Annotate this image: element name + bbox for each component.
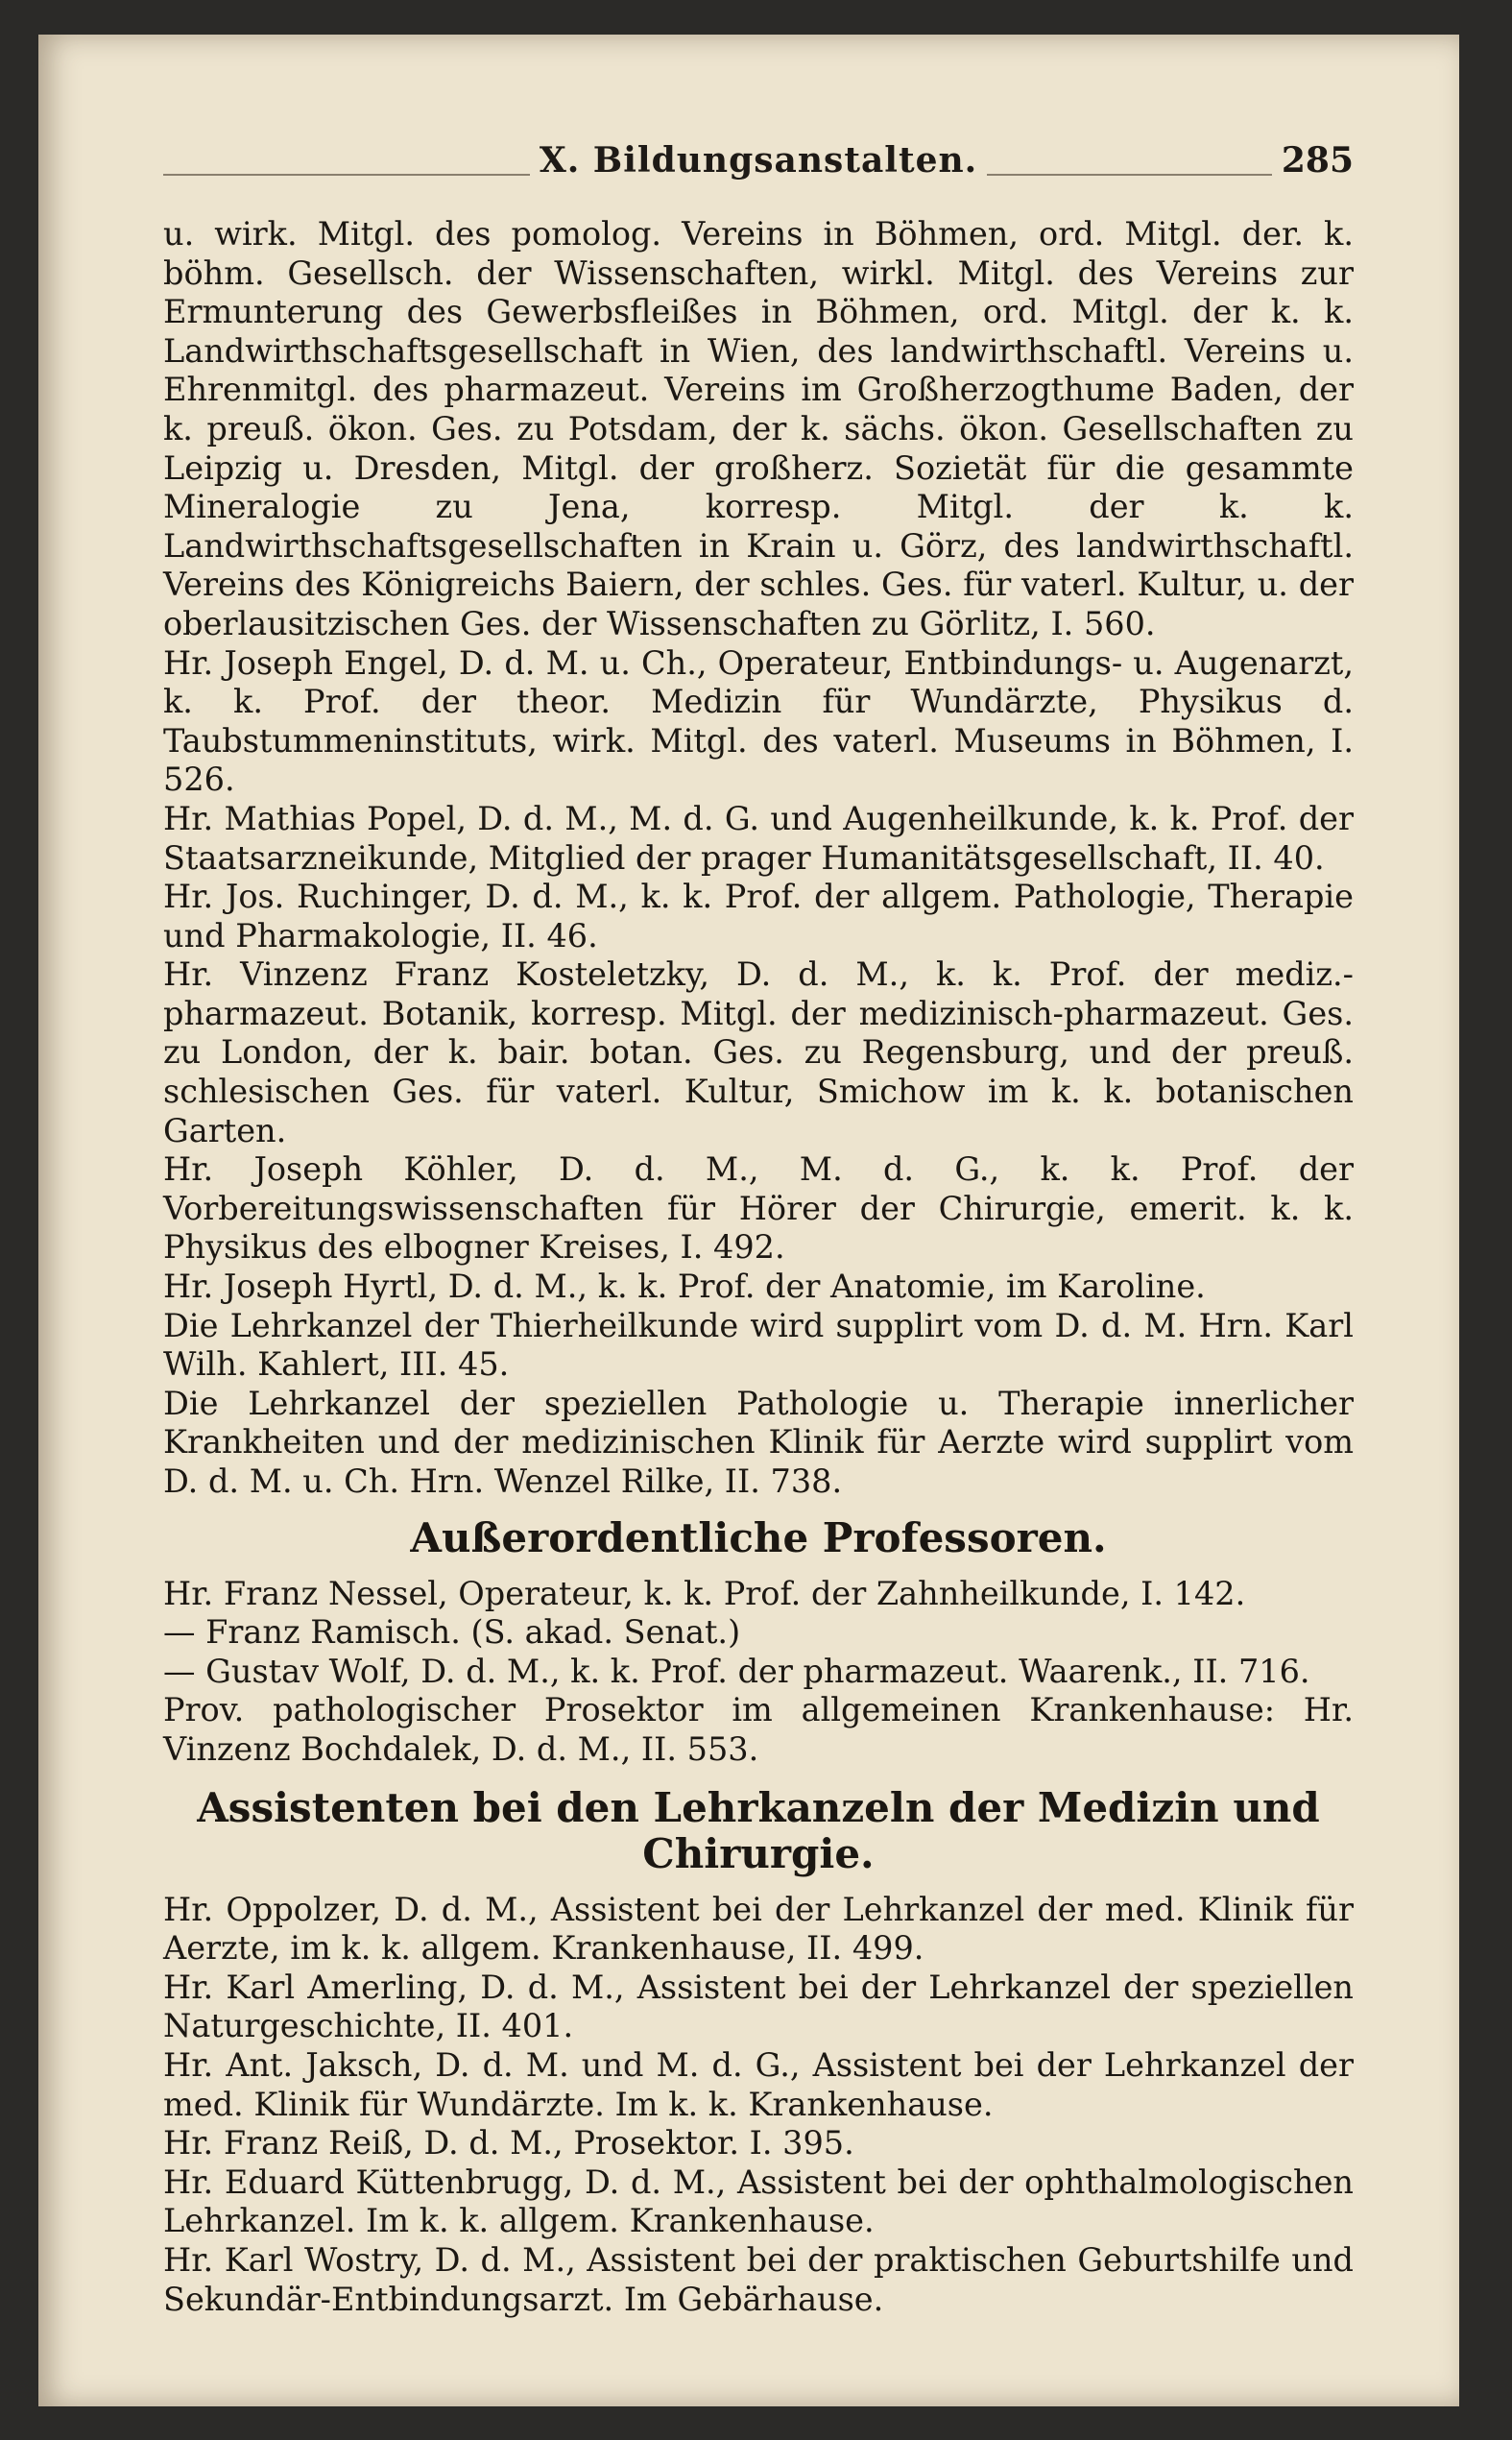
entry-paragraph: Hr. Joseph Hyrtl, D. d. M., k. k. Prof. der Anatomie, im Karoline. xyxy=(163,1268,1206,1306)
entry-paragraph: Hr. Oppolzer, D. d. M., Assistent bei der Lehrkanzel der med. Klinik für Aerzte, im k. k. allgem. Krankenhause, II. 499. xyxy=(163,1890,1354,1968)
entry-paragraph: Hr. Ant. Jaksch, D. d. M. und M. d. G., Assistent bei der Lehrkanzel der med. Klinik für Wundärzte. Im k. k. Krankenhause. xyxy=(163,2045,1354,2123)
entry-paragraph: Hr. Joseph Köhler, D. d. M., M. d. G., k. k. Prof. der Vorbereitungswissenschaften für Hörer der Chirurgie, emerit. k. k. Physikus des elbogner Kreises, I. 492. xyxy=(163,1150,1354,1267)
entry-paragraph: Hr. Franz Nessel, Operateur, k. k. Prof. der Zahnheilkunde, I. 142. xyxy=(163,1574,1246,1612)
entry-paragraph: Prov. pathologischer Prosektor im allgemeinen Krankenhause: Hr. Vinzenz Bochdalek, D. d. M., II. 553. xyxy=(163,1691,1354,1768)
entry-paragraph: Die Lehrkanzel der Thierheilkunde wird supplirt vom D. d. M. Hrn. Karl Wilh. Kahlert, III. 45. xyxy=(163,1306,1354,1384)
page-body xyxy=(163,215,1354,2319)
entry-paragraph: Hr. Eduard Küttenbrugg, D. d. M., Assistent bei der ophthalmologischen Lehrkanzel. Im k. k. allgem. Krankenhause. xyxy=(163,2162,1354,2240)
entry-paragraph: Hr. Mathias Popel, D. d. M., M. d. G. und Augenheilkunde, k. k. Prof. der Staatsarzneikunde, Mitglied der prager Humanitätsgesellschaft, II. 40. xyxy=(163,799,1354,877)
entry-paragraph: — Franz Ramisch. (S. akad. Senat.) xyxy=(163,1613,741,1652)
entry-paragraph: Die Lehrkanzel der speziellen Pathologie u. Therapie innerlicher Krankheiten und der medizinischen Klinik für Aerzte wird supplirt vom D. d. M. u. Ch. Hrn. Wenzel Rilke, II. 738. xyxy=(163,1384,1354,1500)
section-heading-assistants: Assistenten bei den Lehrkanzeln der Medizin und Chirurgie. xyxy=(197,1783,1320,1877)
entry-paragraph: Hr. Franz Reiß, D. d. M., Prosektor. I. 395. xyxy=(163,2124,854,2162)
entry-paragraph: Hr. Karl Wostry, D. d. M., Assistent bei der praktischen Geburtshilfe und Sekundär-Entbindungsarzt. Im Gebärhause. xyxy=(163,2240,1354,2318)
book-page xyxy=(38,35,1459,2406)
entry-paragraph: u. wirk. Mitgl. des pomolog. Vereins in Böhmen, ord. Mitgl. der. k. böhm. Gesellsch. der Wissenschaften, wirkl. Mitgl. des Vereins zur Ermunterung des Gewerbsfleißes in Böhmen, ord. Mitgl. der k. k. Landwirthschaftsgesellschaft in Wien, des landwirthschaftl. Vereins u. Ehrenmitgl. des pharmazeut. Vereins im Großherzogthume Baden, der k. preuß. ökon. Ges. zu Potsdam, der k. sächs. ökon. Gesellschaften zu Leipzig u. Dresden, Mitgl. der großherz. Sozietät für die gesammte Mineralogie zu Jena, korresp. Mitgl. der k. k. Landwirthschaftsgesellschaften in Krain u. Görz, des landwirthschaftl. Vereins des Königreichs Baiern, der schles. Ges. für vaterl. Kultur, u. der oberlausitzischen Ges. der Wissenschaften zu Görlitz, I. 560. xyxy=(163,215,1354,642)
entry-paragraph: Hr. Joseph Engel, D. d. M. u. Ch., Operateur, Entbindungs- u. Augenarzt, k. k. Prof. der theor. Medizin für Wundärzte, Physikus d. Taubstummeninstituts, wirk. Mitgl. des vaterl. Museums in Böhmen, I. 526. xyxy=(163,643,1354,799)
page-header xyxy=(163,140,1354,198)
entry-paragraph: — Gustav Wolf, D. d. M., k. k. Prof. der pharmazeut. Waarenk., II. 716. xyxy=(163,1652,1310,1690)
entry-paragraph: Hr. Jos. Ruchinger, D. d. M., k. k. Prof. der allgem. Pathologie, Therapie und Pharmakologie, II. 46. xyxy=(163,878,1354,954)
entry-paragraph: Hr. Karl Amerling, D. d. M., Assistent bei der Lehrkanzel der speziellen Naturgeschichte, II. 401. xyxy=(163,1968,1354,2045)
entry-paragraph: Hr. Vinzenz Franz Kosteletzky, D. d. M., k. k. Prof. der mediz.-pharmazeut. Botanik, korresp. Mitgl. der medizinisch-pharmazeut. Ges. zu London, der k. bair. botan. Ges. zu Regensburg, und der preuß. schlesischen Ges. für vaterl. Kultur, Smichow im k. k. botanischen Garten. xyxy=(163,955,1354,1149)
page-number: 285 xyxy=(1272,140,1354,181)
section-heading-extraordinary-professors: Außerordentliche Professoren. xyxy=(410,1513,1107,1561)
running-title: X. Bildungsanstalten. xyxy=(163,140,1354,181)
